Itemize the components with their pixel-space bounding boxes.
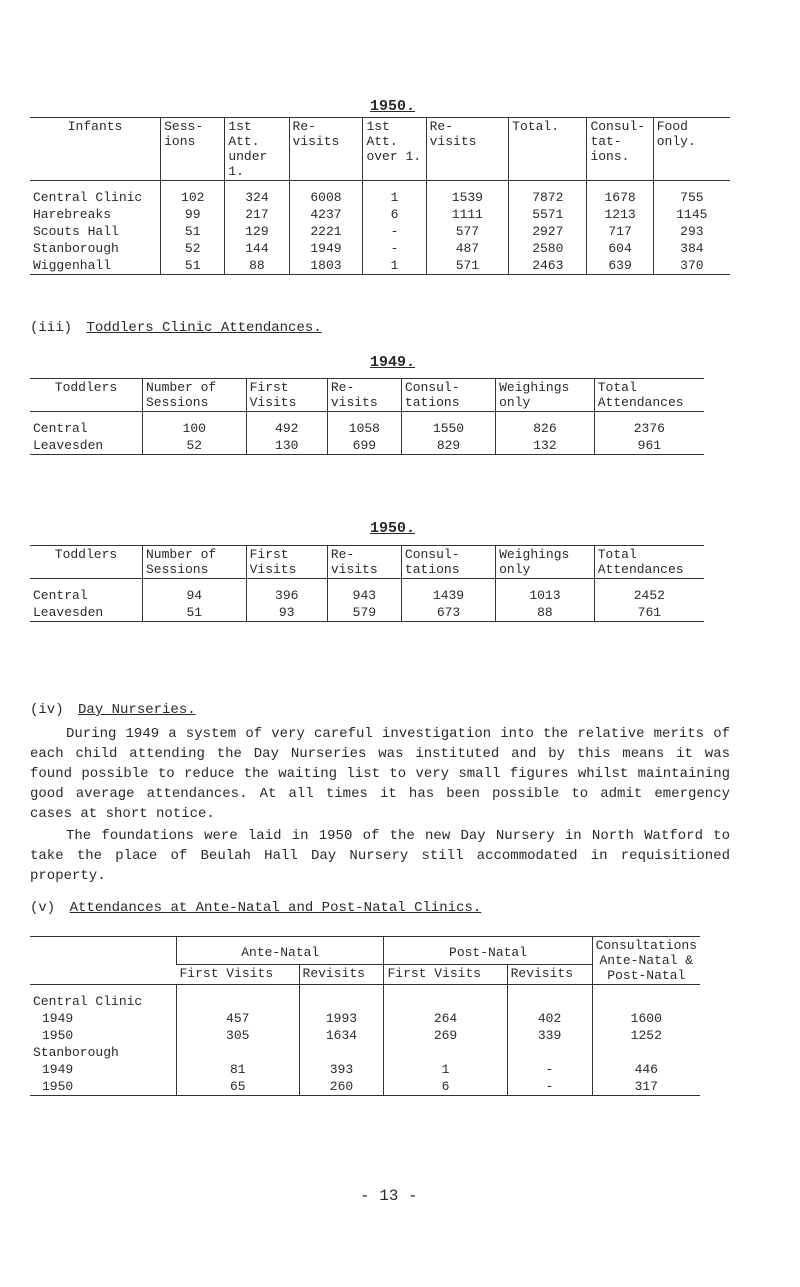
column-header: Food only. — [653, 118, 730, 181]
natal-subheader: First Visits — [177, 964, 300, 984]
table-cell — [299, 985, 384, 1011]
table-cell: 65 — [177, 1078, 300, 1096]
column-header: First Visits — [246, 379, 327, 412]
row-label-cell: Wiggenhall — [30, 257, 161, 275]
table-cell: 269 — [384, 1027, 507, 1044]
column-header: 1st Att. under 1. — [225, 118, 289, 181]
table-cell: 339 — [507, 1027, 592, 1044]
table-cell: 1678 — [587, 181, 653, 207]
table-row — [30, 437, 704, 455]
column-header: Total Attendances — [594, 546, 704, 579]
table-cell: 100 — [142, 412, 246, 438]
table-cell: 1949 — [289, 240, 363, 257]
column-header: Toddlers — [30, 379, 142, 412]
row-label-cell: Central Clinic — [33, 994, 143, 1009]
natal-group-consultations: Consultations Ante-Natal & Post-Natal — [592, 937, 700, 985]
row-label-cell: 1950 — [30, 1078, 177, 1096]
table-cell: 1013 — [496, 579, 595, 605]
table-cell: 217 — [225, 206, 289, 223]
table-cell: 1 — [363, 257, 426, 275]
paragraph-text: During 1949 a system of very careful investigation into the relative merits of each child attending the Day Nurseries was instituted and by this means it was found possible to reduce the waiting list to very small figures whilst maintaining good average attendances. At all times it has been possible to admit emergency cases at short notice. — [30, 726, 730, 822]
table-cell: 943 — [327, 579, 401, 605]
section-iii — [30, 320, 322, 336]
table-row — [30, 257, 730, 275]
table-cell: 1634 — [299, 1027, 384, 1044]
table-cell: 1213 — [587, 206, 653, 223]
infants-header-row — [30, 118, 730, 181]
table-cell: 1539 — [426, 181, 509, 207]
table-row — [30, 1078, 700, 1096]
table-cell: 317 — [592, 1078, 700, 1096]
column-header: Re- visits — [289, 118, 363, 181]
natal-table — [30, 936, 700, 1096]
row-label-cell: Stanborough — [33, 241, 119, 256]
table-row — [30, 223, 730, 240]
table-row — [30, 206, 730, 223]
table-cell — [177, 1044, 300, 1061]
column-header: Total. — [509, 118, 587, 181]
table-cell — [507, 1044, 592, 1061]
column-header: Re- visits — [327, 379, 401, 412]
column-header: Sess- ions — [161, 118, 225, 181]
table-cell: 94 — [142, 579, 246, 605]
row-label-cell: Leavesden — [30, 437, 142, 455]
table-cell: 305 — [177, 1027, 300, 1044]
table-cell: 2463 — [509, 257, 587, 275]
table-cell: - — [363, 223, 426, 240]
table-cell: - — [507, 1078, 592, 1096]
table-cell: 132 — [496, 437, 595, 455]
table-cell: 1058 — [327, 412, 401, 438]
column-header: Consul- tations — [401, 546, 495, 579]
table-cell: 717 — [587, 223, 653, 240]
table-cell: 6 — [384, 1078, 507, 1096]
table-cell: 1803 — [289, 257, 363, 275]
table-cell: 1111 — [426, 206, 509, 223]
table-cell: 446 — [592, 1061, 700, 1078]
table-cell: 577 — [426, 223, 509, 240]
natal-group-post: Post-Natal — [384, 937, 592, 965]
table-cell — [592, 985, 700, 1011]
table-cell — [384, 1044, 507, 1061]
table-cell — [507, 985, 592, 1011]
table-cell: 51 — [161, 223, 225, 240]
toddlers-1950-table — [30, 545, 704, 622]
table-cell: 961 — [594, 437, 704, 455]
table-cell: 1600 — [592, 1010, 700, 1027]
table-cell: 102 — [161, 181, 225, 207]
table-cell: 88 — [496, 604, 595, 622]
toddlers-1950-header-row — [30, 546, 704, 579]
table-cell: 755 — [653, 181, 730, 207]
column-header: Consul- tat- ions. — [587, 118, 653, 181]
table-cell: 99 — [161, 206, 225, 223]
table-cell: 402 — [507, 1010, 592, 1027]
column-header: 1st Att. over 1. — [363, 118, 426, 181]
table-cell: - — [507, 1061, 592, 1078]
toddlers-1949-header-row — [30, 379, 704, 412]
row-label-cell: 1949 — [42, 1011, 74, 1026]
table-cell: 7872 — [509, 181, 587, 207]
column-header: First Visits — [246, 546, 327, 579]
table-row — [30, 1044, 700, 1061]
year-heading-1950: 1950. — [370, 520, 416, 537]
table-cell: 487 — [426, 240, 509, 257]
table-cell: 2221 — [289, 223, 363, 240]
table-row — [30, 1010, 700, 1027]
table-cell — [299, 1044, 384, 1061]
paragraph-text: The foundations were laid in 1950 of the new Day Nursery in North Watford to take the place of Beulah Hall Day Nursery still accommodated in requisitioned property. — [30, 828, 730, 884]
table-cell: - — [363, 240, 426, 257]
column-header: Weighings only — [496, 379, 595, 412]
table-cell: 492 — [246, 412, 327, 438]
table-cell: 393 — [299, 1061, 384, 1078]
table-cell: 2580 — [509, 240, 587, 257]
column-header: Re- visits — [426, 118, 509, 181]
table-cell: 1145 — [653, 206, 730, 223]
table-cell: 129 — [225, 223, 289, 240]
infants-table — [30, 117, 730, 275]
table-cell: 264 — [384, 1010, 507, 1027]
table-cell: 829 — [401, 437, 495, 455]
table-row — [30, 579, 704, 605]
table-cell: 324 — [225, 181, 289, 207]
table-cell: 260 — [299, 1078, 384, 1096]
natal-corner-cell — [30, 937, 177, 985]
table-cell: 639 — [587, 257, 653, 275]
row-label-cell: Stanborough — [33, 1045, 119, 1060]
table-cell: 2376 — [594, 412, 704, 438]
table-row — [30, 985, 700, 1011]
row-label-cell: Central — [33, 588, 88, 603]
row-label-cell: 1949 — [42, 1062, 74, 1077]
natal-subheader: Revisits — [507, 964, 592, 984]
table-cell: 571 — [426, 257, 509, 275]
row-label-cell: Central Clinic — [33, 190, 143, 205]
table-cell: 673 — [401, 604, 495, 622]
table-row — [30, 604, 704, 622]
page-number: - 13 - — [360, 1187, 418, 1205]
table-cell — [384, 985, 507, 1011]
table-cell: 130 — [246, 437, 327, 455]
table-cell: 826 — [496, 412, 595, 438]
section-iv — [30, 702, 196, 718]
column-header: Infants — [30, 118, 161, 181]
table-cell: 384 — [653, 240, 730, 257]
section-iv-num: (iv) — [30, 702, 64, 718]
table-cell: 604 — [587, 240, 653, 257]
year-heading-1949: 1949. — [370, 354, 416, 371]
table-row — [30, 181, 730, 207]
table-cell: 1439 — [401, 579, 495, 605]
table-cell: 761 — [594, 604, 704, 622]
section-v-num: (v) — [30, 900, 56, 916]
table-cell: 51 — [161, 257, 225, 275]
table-cell: 6 — [363, 206, 426, 223]
toddlers-1949-table — [30, 378, 704, 455]
table-cell: 88 — [225, 257, 289, 275]
table-row — [30, 1027, 700, 1044]
table-cell: 293 — [653, 223, 730, 240]
table-cell — [592, 1044, 700, 1061]
section-v — [30, 900, 481, 916]
table-cell: 52 — [161, 240, 225, 257]
row-label-cell: 1950 — [42, 1028, 74, 1043]
table-row — [30, 412, 704, 438]
table-cell: 1252 — [592, 1027, 700, 1044]
table-cell: 579 — [327, 604, 401, 622]
row-label-cell: Leavesden — [30, 604, 142, 622]
row-label-cell: Scouts Hall — [33, 224, 119, 239]
paragraph-day-nurseries-1 — [30, 724, 730, 824]
table-cell: 51 — [142, 604, 246, 622]
table-row — [30, 1061, 700, 1078]
natal-group-ante: Ante-Natal — [177, 937, 384, 965]
table-cell: 2927 — [509, 223, 587, 240]
table-cell: 2452 — [594, 579, 704, 605]
column-header: Weighings only — [496, 546, 595, 579]
table-cell: 1550 — [401, 412, 495, 438]
table-cell: 5571 — [509, 206, 587, 223]
table-cell: 1 — [384, 1061, 507, 1078]
natal-subheader: Revisits — [299, 964, 384, 984]
table-cell: 457 — [177, 1010, 300, 1027]
table-row — [30, 240, 730, 257]
table-cell: 4237 — [289, 206, 363, 223]
natal-subheader: First Visits — [384, 964, 507, 984]
table-cell: 1 — [363, 181, 426, 207]
section-iii-title: Toddlers Clinic Attendances. — [86, 320, 322, 336]
year-heading-top: 1950. — [370, 98, 416, 115]
column-header: Total Attendances — [594, 379, 704, 412]
row-label-cell: Central — [33, 421, 88, 436]
paragraph-day-nurseries-2 — [30, 826, 730, 886]
table-cell: 370 — [653, 257, 730, 275]
column-header: Re- visits — [327, 546, 401, 579]
table-cell: 1993 — [299, 1010, 384, 1027]
column-header: Number of Sessions — [142, 379, 246, 412]
column-header: Number of Sessions — [142, 546, 246, 579]
section-iv-title: Day Nurseries. — [78, 702, 196, 718]
table-cell: 81 — [177, 1061, 300, 1078]
table-cell: 699 — [327, 437, 401, 455]
table-cell: 144 — [225, 240, 289, 257]
column-header: Toddlers — [30, 546, 142, 579]
column-header: Consul- tations — [401, 379, 495, 412]
table-cell — [177, 985, 300, 1011]
section-iii-num: (iii) — [30, 320, 73, 336]
table-cell: 396 — [246, 579, 327, 605]
row-label-cell: Harebreaks — [33, 207, 112, 222]
table-cell: 6008 — [289, 181, 363, 207]
table-cell: 52 — [142, 437, 246, 455]
natal-group-header-row — [30, 937, 700, 965]
section-v-title: Attendances at Ante-Natal and Post-Natal Clinics. — [69, 900, 482, 916]
table-cell: 93 — [246, 604, 327, 622]
